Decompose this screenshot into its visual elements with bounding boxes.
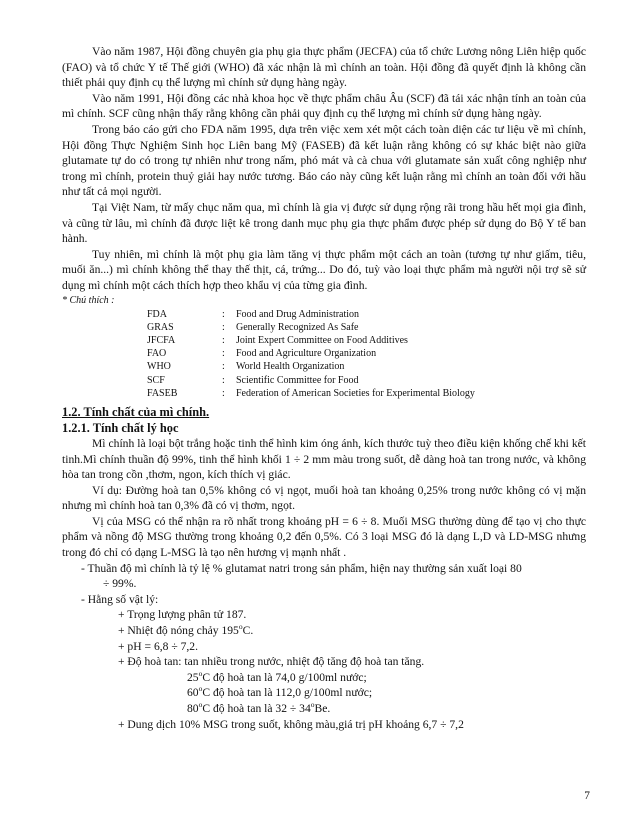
abbreviation-colon: :: [222, 321, 225, 333]
abbreviation-list: [147, 308, 586, 400]
paragraph-jecfa: Vào năm 1987, Hội đồng chuyên gia phụ gia thực phẩm (JECFA) của tổ chức Lương nông Liên hiệp quốc (FAO) và tổ chức Y tế Thế giới (WHO) đã xác nhận là mì chính an toàn. Hội đồng đã quyết định là không cần thiết phải quy định cụ thể lượng mì chính sử dụng hàng ngày.: [62, 45, 586, 90]
abbreviation-row: [147, 308, 586, 321]
temperature-value: 60: [187, 686, 199, 700]
paragraph-physical-description: Mì chính là loại bột trắng hoặc tinh thể hình kim óng ánh, kích thước tuỳ theo điều kiện khống chế khi kết tinh.Mì chính thuần độ 99%, tinh thể hình khối 1 ÷ 2 mm màu trong suốt, dễ dàng hoà tan trong nước, và không hòa tan trong cồn ,thơm, ngon, kích thích vị giác.: [62, 436, 586, 482]
temperature-value: 80: [187, 702, 199, 716]
abbreviation-full: Federation of American Societies for Experimental Biology: [236, 387, 475, 399]
baume-unit: Be.: [314, 702, 331, 716]
page-number: 7: [584, 790, 590, 802]
body-text: [62, 44, 586, 732]
temperature-value: 25: [187, 670, 199, 684]
item-solubility: + Độ hoà tan: tan nhiều trong nước, nhiệt độ tăng độ hoà tan tăng.: [118, 655, 425, 669]
abbreviation-colon: :: [222, 387, 225, 399]
abbreviation-full: World Health Organization: [236, 361, 345, 373]
abbreviation-full: Food and Drug Administration: [236, 308, 360, 320]
abbreviation-colon: :: [222, 308, 225, 320]
paragraph-ph-taste: Vị của MSG có thể nhận ra rõ nhất trong khoảng pH = 6 ÷ 8. Muối MSG thường dùng để tạo vị cho thực phẩm và nồng độ MSG thường trong khoảng 0,2 đến 0,5%. Có 3 loại MSG đó là dạng L,D và LD-MSG nhưng trong đó chỉ có dạng L-MSG là tạo nên hương vị mạnh nhất .: [62, 514, 586, 560]
abbreviation-key: GRAS: [147, 321, 174, 333]
abbreviation-row: [147, 374, 586, 387]
degree-mark: o: [310, 700, 315, 710]
degree-mark: o: [198, 700, 203, 710]
abbreviation-colon: :: [222, 348, 225, 360]
abbreviation-row: [147, 347, 586, 360]
degree-mark: o: [198, 684, 203, 694]
abbreviation-key: SCF: [147, 374, 165, 386]
abbreviation-key: WHO: [147, 361, 171, 373]
section-heading: 1.2. Tính chất của mì chính.: [62, 404, 210, 419]
paragraph-usage: Tuy nhiên, mì chính là một phụ gia làm tăng vị thực phẩm một cách an toàn (tương tự như giấm, tiêu, muối ăn...) mì chính không thể thay thế thịt, cá, trứng... Do đó, tuỳ vào loại thực phẩm mà người nội trợ sẽ sử dụng mì chính một cách thích hợp theo khẩu vị của từng gia đình.: [62, 247, 586, 292]
solubility-text: C độ hoà tan là 74,0 g/100ml nước;: [202, 670, 367, 684]
abbreviation-full: Scientific Committee for Food: [236, 374, 359, 386]
bullet-purity-continued: ÷ 99%.: [103, 577, 137, 591]
item-ph: + pH = 6,8 ÷ 7,2.: [118, 639, 198, 653]
paragraph-fda: Trong báo cáo gửi cho FDA năm 1995, dựa trên việc xem xét một cách toàn diện các tư liệu về mì chính, Hội đồng Thực Nghiệm Sinh học Liên bang Mỹ (FASEB) đã kết luận rằng không có sự khác biệt nào giữa glutamate tự do có trong tự nhiên như trong nấm, phó mát và cà chua với glutamate sản xuất công nghiệp như trong mì chính, protein thuỷ giải hay nước tương. Báo cáo này cũng kết luận rằng mì chính an toàn đối với hầu như tất cả mọi người.: [62, 122, 586, 199]
melting-point-text: + Nhiệt độ nóng chảy 195: [118, 624, 239, 638]
paragraph-scf: Vào năm 1991, Hội đồng các nhà khoa học về thực phẩm châu Âu (SCF) đã tái xác nhận tính an toàn của mì chính. SCF cũng nhận thấy rằng không cần phải quy định cụ thể lượng mì chính sử dụng hàng ngày.: [62, 91, 586, 121]
abbreviation-row: [147, 321, 586, 334]
abbreviation-row: [147, 387, 586, 400]
item-melting-point: [118, 623, 586, 639]
abbreviation-key: JFCFA: [147, 334, 176, 346]
abbreviation-full: Food and Agriculture Organization: [236, 348, 377, 360]
degree-mark: o: [198, 668, 203, 678]
melting-point-unit: C.: [242, 624, 254, 638]
abbreviation-row: [147, 360, 586, 373]
abbreviation-key: FAO: [147, 348, 167, 360]
degree-mark: o: [238, 622, 243, 632]
solubility-80c: [187, 701, 586, 717]
solubility-60c: [187, 685, 586, 701]
bullet-purity: - Thuần độ mì chính là tỷ lệ % glutamat natri trong sản phẩm, hiện nay thường sản xuất loại 80: [81, 561, 522, 575]
abbreviation-key: FDA: [147, 308, 168, 320]
solubility-25c: [187, 670, 586, 686]
solubility-text: C độ hoà tan là 112,0 g/100ml nước;: [202, 686, 373, 700]
abbreviation-row: [147, 334, 586, 347]
item-molecular-weight: + Trọng lượng phân tử 187.: [118, 608, 247, 622]
item-solution-ph: + Dung dịch 10% MSG trong suốt, không màu,giá trị pH khoảng 6,7 ÷ 7,2: [118, 717, 464, 731]
abbreviation-full: Joint Expert Committee on Food Additives: [236, 334, 408, 346]
abbreviation-colon: :: [222, 374, 225, 386]
bullet-physical-constants: - Hằng số vật lý:: [81, 592, 159, 606]
subsection-heading: 1.2.1. Tính chất lý học: [62, 420, 179, 435]
abbreviation-colon: :: [222, 361, 225, 373]
note-label: * Chú thích :: [62, 294, 115, 306]
paragraph-vietnam: Tại Việt Nam, từ mấy chục năm qua, mì chính là gia vị được sử dụng rộng rãi trong hầu hết mọi gia đình, và cũng từ lâu, mì chính đã được liệt kê trong danh mục phụ gia thực phẩm được phép sử dụng do Bộ Y tế ban hành.: [62, 200, 586, 246]
paragraph-example: Ví dụ: Đường hoà tan 0,5% không có vị ngọt, muối hoà tan khoảng 0,25% trong nước không có vị mặn nhưng mì chính hoà tan 0,3% đã có vị thơm, ngọt.: [62, 483, 586, 513]
abbreviation-colon: :: [222, 334, 225, 346]
solubility-text: C độ hoà tan là 32 ÷ 34: [202, 702, 311, 716]
abbreviation-full: Generally Recognized As Safe: [236, 321, 359, 333]
abbreviation-key: FASEB: [147, 387, 178, 399]
